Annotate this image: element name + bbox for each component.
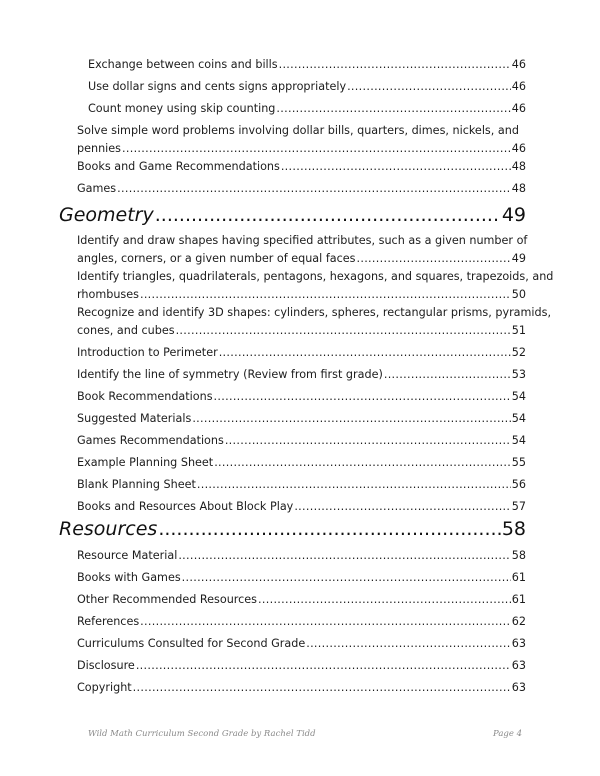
dot-leader bbox=[347, 79, 511, 95]
dot-leader bbox=[281, 159, 511, 175]
page-number: 48 bbox=[511, 160, 526, 173]
page-number: 51 bbox=[511, 324, 526, 337]
page-number: 48 bbox=[511, 182, 526, 195]
toc-entry[interactable] bbox=[77, 345, 526, 361]
dot-leader bbox=[140, 614, 511, 630]
entry-title-line1: Identify and draw shapes having specified attributes, such as a given number of bbox=[77, 234, 528, 247]
dot-leader bbox=[197, 477, 511, 493]
dot-leader bbox=[192, 411, 510, 427]
entry-title: Games Recommendations bbox=[77, 434, 224, 447]
dot-leader bbox=[176, 323, 511, 339]
footer-page-number: Page 4 bbox=[493, 729, 522, 739]
toc-entry[interactable] bbox=[77, 455, 526, 471]
entry-title-line2: rhombuses bbox=[77, 288, 139, 301]
entry-title: Resource Material bbox=[77, 549, 178, 562]
page-number: 54 bbox=[511, 390, 526, 403]
page-number: 46 bbox=[511, 102, 526, 115]
page-number: 63 bbox=[511, 659, 526, 672]
entry-title-line2: cones, and cubes bbox=[77, 324, 175, 337]
dot-leader bbox=[136, 658, 511, 674]
page-number: 49 bbox=[501, 204, 526, 226]
dot-leader bbox=[356, 251, 510, 267]
section-title: Geometry bbox=[59, 204, 154, 226]
dot-leader bbox=[133, 680, 511, 696]
toc-entry[interactable] bbox=[77, 233, 526, 267]
entry-title-line1: Solve simple word problems involving dollar bills, quarters, dimes, nickels, and bbox=[77, 124, 519, 137]
entry-title: Books with Games bbox=[77, 571, 181, 584]
dot-leader bbox=[214, 389, 511, 405]
toc-entry[interactable] bbox=[88, 79, 526, 95]
toc-entry[interactable] bbox=[88, 101, 526, 117]
dot-leader bbox=[158, 517, 501, 541]
dot-leader bbox=[122, 141, 511, 157]
dot-leader bbox=[258, 592, 511, 608]
toc-entry[interactable] bbox=[88, 57, 526, 73]
toc-entry[interactable] bbox=[77, 570, 526, 586]
entry-title-line1: Recognize and identify 3D shapes: cylinders, spheres, rectangular prisms, pyramids, bbox=[77, 306, 552, 319]
page-number: 61 bbox=[511, 593, 526, 606]
toc-entry[interactable] bbox=[77, 592, 526, 608]
entry-title-line2: pennies bbox=[77, 142, 121, 155]
entry-title: Book Recommendations bbox=[77, 390, 213, 403]
entry-title: Blank Planning Sheet bbox=[77, 478, 196, 491]
page-number: 52 bbox=[511, 346, 526, 359]
entry-title: Books and Resources About Block Play bbox=[77, 500, 294, 513]
entry-title: Books and Game Recommendations bbox=[77, 160, 280, 173]
dot-leader bbox=[214, 455, 511, 471]
dot-leader bbox=[219, 345, 511, 361]
toc-entry[interactable] bbox=[77, 680, 526, 696]
page-number: 50 bbox=[511, 288, 526, 301]
dot-leader bbox=[182, 570, 511, 586]
dot-leader bbox=[178, 548, 510, 564]
entry-title: Disclosure bbox=[77, 659, 135, 672]
page-number: 58 bbox=[511, 549, 526, 562]
entry-title: References bbox=[77, 615, 140, 628]
toc-entry[interactable] bbox=[77, 389, 526, 405]
dot-leader bbox=[155, 203, 501, 227]
entry-title: Suggested Materials bbox=[77, 412, 192, 425]
toc-entry[interactable] bbox=[77, 658, 526, 674]
entry-title: Curriculums Consulted for Second Grade bbox=[77, 637, 306, 650]
entry-title: Count money using skip counting bbox=[88, 102, 276, 115]
page-number: 63 bbox=[511, 681, 526, 694]
dot-leader bbox=[306, 636, 511, 652]
entry-title: Identify the line of symmetry (Review from first grade) bbox=[77, 368, 383, 381]
entry-title: Example Planning Sheet bbox=[77, 456, 214, 469]
entry-title: Other Recommended Resources bbox=[77, 593, 258, 606]
entry-title-line1: Identify triangles, quadrilaterals, pentagons, hexagons, and squares, trapezoids, and bbox=[77, 270, 554, 283]
entry-title: Games bbox=[77, 182, 117, 195]
page-number: 55 bbox=[511, 456, 526, 469]
page-number: 57 bbox=[511, 500, 526, 513]
page-number: 61 bbox=[511, 571, 526, 584]
dot-leader bbox=[140, 287, 511, 303]
toc-entry[interactable] bbox=[77, 548, 526, 564]
toc-entry[interactable] bbox=[77, 269, 554, 303]
dot-leader bbox=[117, 181, 511, 197]
toc-section-geometry[interactable] bbox=[59, 203, 526, 227]
toc-entry[interactable] bbox=[77, 181, 526, 197]
dot-leader bbox=[294, 499, 510, 515]
section-title: Resources bbox=[59, 518, 158, 540]
toc-entry[interactable] bbox=[77, 499, 526, 515]
toc-entry[interactable] bbox=[77, 614, 526, 630]
toc-entry[interactable] bbox=[77, 477, 526, 493]
page-number: 56 bbox=[511, 478, 526, 491]
page-number: 62 bbox=[511, 615, 526, 628]
toc-section-resources[interactable] bbox=[59, 517, 526, 541]
toc-entry[interactable] bbox=[77, 433, 526, 449]
entry-title: Use dollar signs and cents signs appropriately bbox=[88, 80, 347, 93]
footer-title: Wild Math Curriculum Second Grade by Rachel Tidd bbox=[88, 729, 316, 739]
toc-entry[interactable] bbox=[77, 159, 526, 175]
entry-title: Copyright bbox=[77, 681, 132, 694]
entry-title-line2: angles, corners, or a given number of equal faces bbox=[77, 252, 356, 265]
toc-entry[interactable] bbox=[77, 123, 526, 157]
page-number: 58 bbox=[501, 518, 526, 540]
page-number: 46 bbox=[511, 80, 526, 93]
toc-entry[interactable] bbox=[77, 636, 526, 652]
page-number: 53 bbox=[511, 368, 526, 381]
entry-title: Exchange between coins and bills bbox=[88, 58, 278, 71]
toc-entry[interactable] bbox=[77, 411, 526, 427]
page-number: 46 bbox=[511, 58, 526, 71]
dot-leader bbox=[225, 433, 511, 449]
dot-leader bbox=[276, 101, 510, 117]
toc-entry[interactable] bbox=[77, 367, 526, 383]
page-number: 63 bbox=[511, 637, 526, 650]
entry-title: Introduction to Perimeter bbox=[77, 346, 218, 359]
page-number: 54 bbox=[511, 434, 526, 447]
toc-entry[interactable] bbox=[77, 305, 552, 339]
page-number: 49 bbox=[511, 252, 526, 265]
page-number: 54 bbox=[511, 412, 526, 425]
dot-leader bbox=[384, 367, 511, 383]
page-number: 46 bbox=[511, 142, 526, 155]
dot-leader bbox=[279, 57, 511, 73]
